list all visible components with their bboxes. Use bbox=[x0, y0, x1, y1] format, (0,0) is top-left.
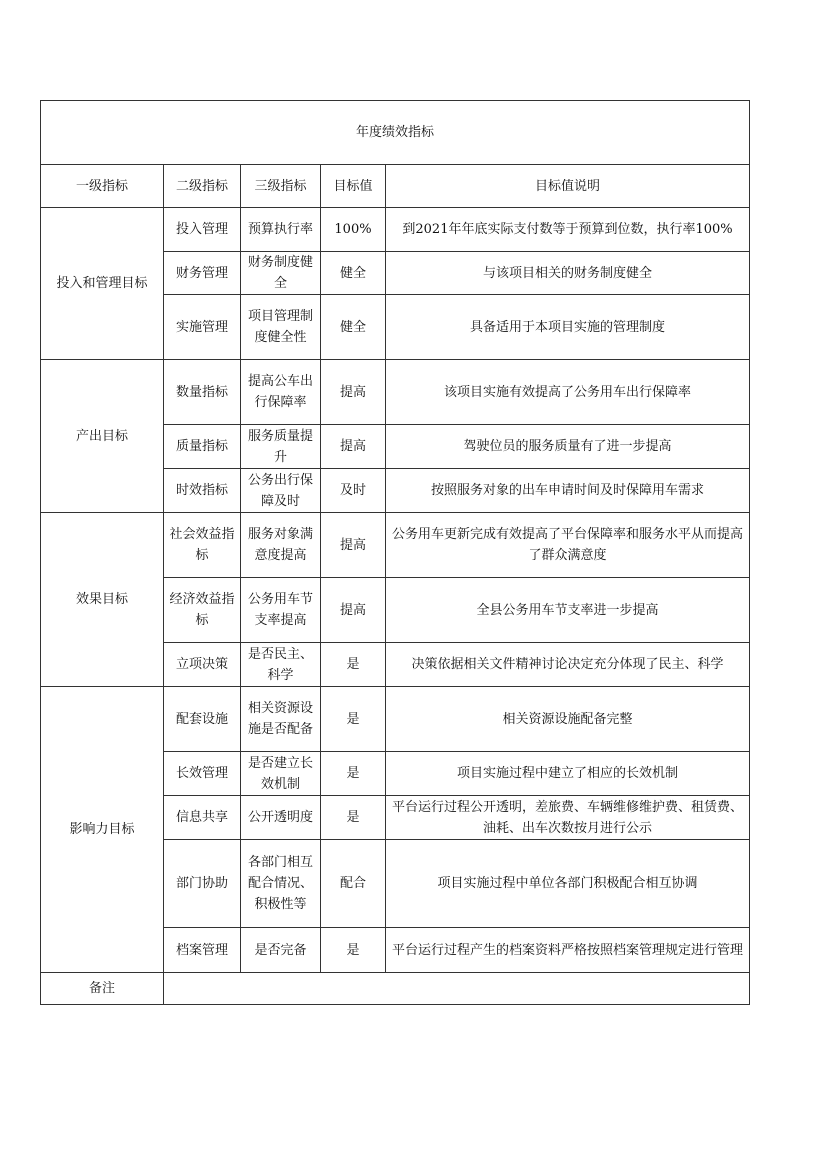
level2-indicator: 配套设施 bbox=[164, 687, 241, 752]
target-desc: 项目实施过程中建立了相应的长效机制 bbox=[386, 752, 750, 796]
level2-indicator: 数量指标 bbox=[164, 360, 241, 425]
level1-indicator: 产出目标 bbox=[41, 360, 164, 513]
target-value: 健全 bbox=[321, 295, 386, 360]
note-value bbox=[164, 973, 750, 1005]
level2-indicator: 经济效益指标 bbox=[164, 578, 241, 643]
table-row bbox=[41, 360, 750, 425]
target-value: 是 bbox=[321, 796, 386, 840]
target-desc: 平台运行过程公开透明，差旅费、车辆维修维护费、租赁费、油耗、出车次数按月进行公示 bbox=[386, 796, 750, 840]
target-value: 提高 bbox=[321, 578, 386, 643]
level1-indicator: 投入和管理目标 bbox=[41, 208, 164, 360]
target-value: 健全 bbox=[321, 252, 386, 295]
target-desc: 驾驶位员的服务质量有了进一步提高 bbox=[386, 425, 750, 469]
level3-indicator: 公开透明度 bbox=[241, 796, 321, 840]
target-value: 配合 bbox=[321, 840, 386, 928]
level3-indicator: 相关资源设施是否配备 bbox=[241, 687, 321, 752]
target-desc: 相关资源设施配备完整 bbox=[386, 687, 750, 752]
target-value: 是 bbox=[321, 928, 386, 973]
target-desc: 该项目实施有效提高了公务用车出行保障率 bbox=[386, 360, 750, 425]
level3-indicator: 财务制度健全 bbox=[241, 252, 321, 295]
level2-indicator: 档案管理 bbox=[164, 928, 241, 973]
level3-indicator: 服务对象满意度提高 bbox=[241, 513, 321, 578]
note-label: 备注 bbox=[41, 973, 164, 1005]
target-value: 是 bbox=[321, 643, 386, 687]
target-desc: 平台运行过程产生的档案资料严格按照档案管理规定进行管理 bbox=[386, 928, 750, 973]
level2-indicator: 时效指标 bbox=[164, 469, 241, 513]
level2-indicator: 信息共享 bbox=[164, 796, 241, 840]
table-title: 年度绩效指标 bbox=[41, 101, 750, 165]
level2-indicator: 实施管理 bbox=[164, 295, 241, 360]
level2-indicator: 立项决策 bbox=[164, 643, 241, 687]
header-target-value: 目标值 bbox=[321, 165, 386, 208]
level3-indicator: 项目管理制度健全性 bbox=[241, 295, 321, 360]
target-desc: 与该项目相关的财务制度健全 bbox=[386, 252, 750, 295]
table-row bbox=[41, 513, 750, 578]
target-desc: 公务用车更新完成有效提高了平台保障率和服务水平从而提高了群众满意度 bbox=[386, 513, 750, 578]
header-level2: 二级指标 bbox=[164, 165, 241, 208]
target-desc: 到2021年年底实际支付数等于预算到位数，执行率100% bbox=[386, 208, 750, 252]
target-value: 及时 bbox=[321, 469, 386, 513]
performance-table bbox=[40, 100, 750, 1005]
target-value: 是 bbox=[321, 752, 386, 796]
level3-indicator: 提高公车出行保障率 bbox=[241, 360, 321, 425]
level3-indicator: 预算执行率 bbox=[241, 208, 321, 252]
target-desc: 全县公务用车节支率进一步提高 bbox=[386, 578, 750, 643]
target-desc: 决策依据相关文件精神讨论决定充分体现了民主、科学 bbox=[386, 643, 750, 687]
table-row bbox=[41, 687, 750, 752]
target-value: 100% bbox=[321, 208, 386, 252]
target-desc: 按照服务对象的出车申请时间及时保障用车需求 bbox=[386, 469, 750, 513]
level2-indicator: 投入管理 bbox=[164, 208, 241, 252]
level1-indicator: 影响力目标 bbox=[41, 687, 164, 973]
level3-indicator: 服务质量提升 bbox=[241, 425, 321, 469]
target-value: 提高 bbox=[321, 360, 386, 425]
level2-indicator: 长效管理 bbox=[164, 752, 241, 796]
target-desc: 项目实施过程中单位各部门积极配合相互协调 bbox=[386, 840, 750, 928]
level3-indicator: 是否建立长效机制 bbox=[241, 752, 321, 796]
level2-indicator: 财务管理 bbox=[164, 252, 241, 295]
target-value: 提高 bbox=[321, 425, 386, 469]
header-target-desc: 目标值说明 bbox=[386, 165, 750, 208]
level2-indicator: 部门协助 bbox=[164, 840, 241, 928]
target-desc: 具备适用于本项目实施的管理制度 bbox=[386, 295, 750, 360]
header-level1: 一级指标 bbox=[41, 165, 164, 208]
table-row bbox=[41, 208, 750, 252]
target-value: 提高 bbox=[321, 513, 386, 578]
level3-indicator: 各部门相互配合情况、积极性等 bbox=[241, 840, 321, 928]
level2-indicator: 社会效益指标 bbox=[164, 513, 241, 578]
table-body bbox=[41, 208, 750, 973]
level3-indicator: 是否完备 bbox=[241, 928, 321, 973]
target-value: 是 bbox=[321, 687, 386, 752]
level3-indicator: 公务用车节支率提高 bbox=[241, 578, 321, 643]
header-level3: 三级指标 bbox=[241, 165, 321, 208]
level3-indicator: 公务出行保障及时 bbox=[241, 469, 321, 513]
level3-indicator: 是否民主、科学 bbox=[241, 643, 321, 687]
level2-indicator: 质量指标 bbox=[164, 425, 241, 469]
level1-indicator: 效果目标 bbox=[41, 513, 164, 687]
